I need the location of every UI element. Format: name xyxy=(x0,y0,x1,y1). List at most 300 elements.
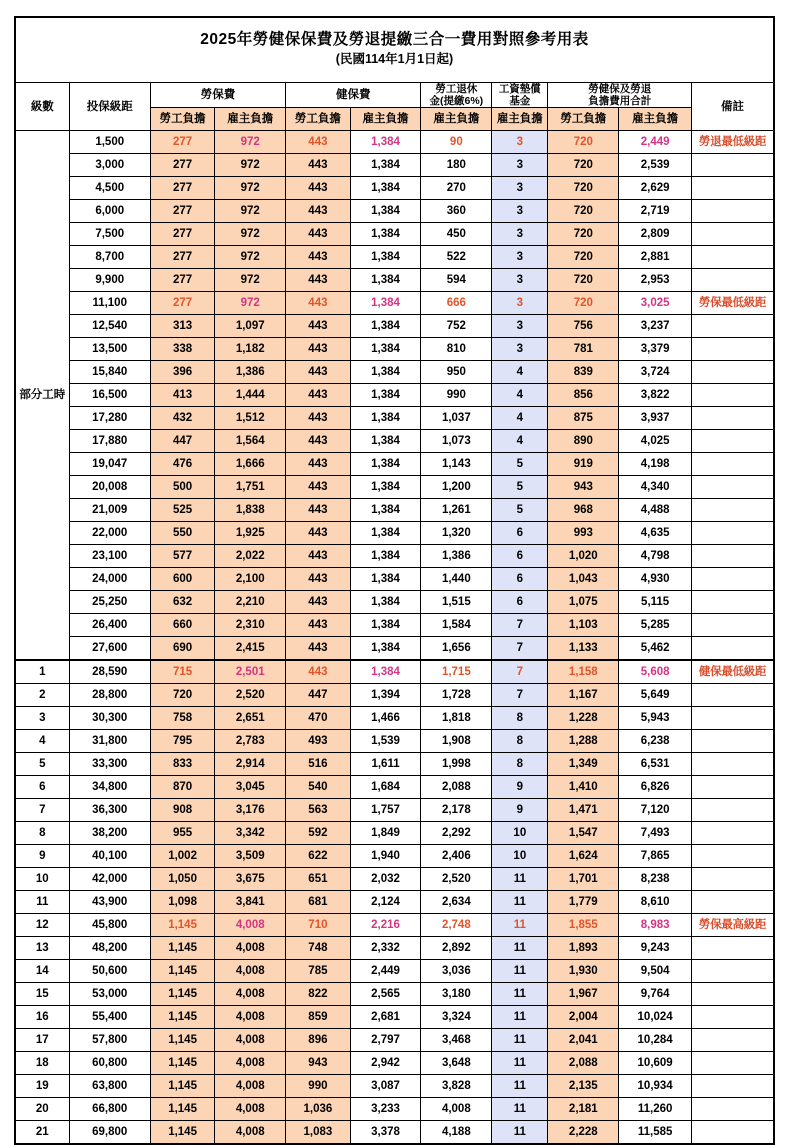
total-employer: 7,493 xyxy=(619,822,692,845)
labor-insurance-employer: 2,914 xyxy=(215,753,286,776)
salary-range-cell: 17,280 xyxy=(69,407,150,430)
labor-pension-employer: 3,648 xyxy=(421,1052,492,1075)
header-labor-pension-line2: 金(提繳6%) xyxy=(429,95,484,108)
labor-insurance-employer: 4,008 xyxy=(215,1121,286,1145)
labor-insurance-employer: 3,342 xyxy=(215,822,286,845)
salary-range-cell: 30,300 xyxy=(69,707,150,730)
total-employee: 1,701 xyxy=(548,868,619,891)
total-employer: 2,719 xyxy=(619,200,692,223)
salary-range-cell: 7,500 xyxy=(69,223,150,246)
labor-pension-employer: 1,515 xyxy=(421,591,492,614)
remark-cell: 勞退最低級距 xyxy=(692,131,774,154)
total-employee: 2,228 xyxy=(548,1121,619,1145)
health-insurance-employer: 1,384 xyxy=(350,476,421,499)
wage-fund-employer: 11 xyxy=(492,868,548,891)
health-insurance-employee: 443 xyxy=(286,223,351,246)
labor-insurance-employer: 2,022 xyxy=(215,545,286,568)
salary-range-cell: 1,500 xyxy=(69,131,150,154)
wage-fund-employer: 3 xyxy=(492,269,548,292)
labor-insurance-employer: 2,501 xyxy=(215,660,286,684)
header-combined-line2: 負擔費用合計 xyxy=(588,95,652,108)
salary-range-cell: 34,800 xyxy=(69,776,150,799)
total-employer: 2,881 xyxy=(619,246,692,269)
health-insurance-employer: 1,757 xyxy=(350,799,421,822)
table-row xyxy=(15,430,774,453)
labor-pension-employer: 1,584 xyxy=(421,614,492,637)
health-insurance-employer: 1,384 xyxy=(350,545,421,568)
health-insurance-employee: 493 xyxy=(286,730,351,753)
total-employer: 6,826 xyxy=(619,776,692,799)
total-employee: 1,893 xyxy=(548,937,619,960)
salary-range-cell: 69,800 xyxy=(69,1121,150,1145)
health-insurance-employer: 1,384 xyxy=(350,131,421,154)
labor-pension-employer: 180 xyxy=(421,154,492,177)
labor-pension-employer: 522 xyxy=(421,246,492,269)
labor-insurance-employee: 600 xyxy=(150,568,215,591)
labor-insurance-employer: 2,415 xyxy=(215,637,286,661)
health-insurance-employer: 2,332 xyxy=(350,937,421,960)
labor-insurance-employee: 1,145 xyxy=(150,1029,215,1052)
labor-insurance-employee: 1,145 xyxy=(150,1098,215,1121)
salary-range-cell: 12,540 xyxy=(69,315,150,338)
health-insurance-employee: 443 xyxy=(286,292,351,315)
labor-insurance-employer: 4,008 xyxy=(215,914,286,937)
labor-insurance-employee: 277 xyxy=(150,154,215,177)
total-employer: 4,198 xyxy=(619,453,692,476)
grade-cell: 9 xyxy=(15,845,69,868)
total-employer: 10,934 xyxy=(619,1075,692,1098)
total-employee: 1,228 xyxy=(548,707,619,730)
total-employee: 720 xyxy=(548,223,619,246)
total-employee: 2,041 xyxy=(548,1029,619,1052)
labor-insurance-employer: 1,182 xyxy=(215,338,286,361)
labor-insurance-employee: 955 xyxy=(150,822,215,845)
labor-pension-employer: 90 xyxy=(421,131,492,154)
labor-insurance-employee: 277 xyxy=(150,246,215,269)
salary-range-cell: 31,800 xyxy=(69,730,150,753)
labor-insurance-employer: 3,509 xyxy=(215,845,286,868)
total-employer: 11,260 xyxy=(619,1098,692,1121)
remark-cell xyxy=(692,591,774,614)
remark-cell xyxy=(692,891,774,914)
labor-pension-employer: 810 xyxy=(421,338,492,361)
health-insurance-employer: 1,466 xyxy=(350,707,421,730)
total-employer: 5,608 xyxy=(619,660,692,684)
health-insurance-employer: 1,384 xyxy=(350,269,421,292)
grade-cell: 21 xyxy=(15,1121,69,1145)
salary-range-cell: 15,840 xyxy=(69,361,150,384)
health-insurance-employee: 443 xyxy=(286,361,351,384)
salary-range-cell: 48,200 xyxy=(69,937,150,960)
labor-insurance-employee: 1,145 xyxy=(150,1121,215,1145)
grade-cell: 14 xyxy=(15,960,69,983)
salary-range-cell: 22,000 xyxy=(69,522,150,545)
wage-fund-employer: 11 xyxy=(492,1052,548,1075)
labor-insurance-employer: 972 xyxy=(215,223,286,246)
health-insurance-employer: 1,384 xyxy=(350,591,421,614)
labor-insurance-employee: 277 xyxy=(150,223,215,246)
header-combined xyxy=(548,83,692,108)
total-employer: 4,635 xyxy=(619,522,692,545)
salary-range-cell: 55,400 xyxy=(69,1006,150,1029)
health-insurance-employer: 1,539 xyxy=(350,730,421,753)
table-row xyxy=(15,568,774,591)
health-insurance-employee: 622 xyxy=(286,845,351,868)
grade-cell: 20 xyxy=(15,1098,69,1121)
wage-fund-employer: 4 xyxy=(492,384,548,407)
health-insurance-employee: 443 xyxy=(286,384,351,407)
labor-pension-employer: 1,715 xyxy=(421,660,492,684)
table-row xyxy=(15,684,774,707)
table-row xyxy=(15,1121,774,1145)
header-labor-pension xyxy=(421,83,492,108)
labor-insurance-employer: 972 xyxy=(215,246,286,269)
grade-cell: 1 xyxy=(15,660,69,684)
labor-insurance-employee: 1,145 xyxy=(150,1075,215,1098)
header-li-employer: 雇主負擔 xyxy=(215,108,286,131)
health-insurance-employee: 443 xyxy=(286,246,351,269)
total-employer: 4,488 xyxy=(619,499,692,522)
labor-insurance-employer: 1,386 xyxy=(215,361,286,384)
wage-fund-employer: 3 xyxy=(492,292,548,315)
table-row xyxy=(15,730,774,753)
table-row xyxy=(15,499,774,522)
grade-cell: 3 xyxy=(15,707,69,730)
remark-cell xyxy=(692,384,774,407)
health-insurance-employer: 1,384 xyxy=(350,407,421,430)
header-labor-pension-line1: 勞工退休 xyxy=(435,83,478,95)
labor-insurance-employee: 277 xyxy=(150,177,215,200)
health-insurance-employer: 2,449 xyxy=(350,960,421,983)
labor-insurance-employer: 1,751 xyxy=(215,476,286,499)
grade-cell: 2 xyxy=(15,684,69,707)
health-insurance-employer: 1,384 xyxy=(350,292,421,315)
labor-pension-employer: 450 xyxy=(421,223,492,246)
health-insurance-employee: 990 xyxy=(286,1075,351,1098)
remark-cell xyxy=(692,730,774,753)
header-remark: 備註 xyxy=(692,83,774,131)
header-total-employer: 雇主負擔 xyxy=(619,108,692,131)
salary-range-cell: 43,900 xyxy=(69,891,150,914)
remark-cell xyxy=(692,476,774,499)
health-insurance-employee: 443 xyxy=(286,315,351,338)
labor-pension-employer: 990 xyxy=(421,384,492,407)
labor-insurance-employee: 432 xyxy=(150,407,215,430)
labor-insurance-employee: 1,145 xyxy=(150,960,215,983)
salary-range-cell: 3,000 xyxy=(69,154,150,177)
health-insurance-employee: 443 xyxy=(286,476,351,499)
salary-range-cell: 24,000 xyxy=(69,568,150,591)
salary-range-cell: 63,800 xyxy=(69,1075,150,1098)
labor-insurance-employee: 1,050 xyxy=(150,868,215,891)
table-row xyxy=(15,292,774,315)
table-row xyxy=(15,338,774,361)
salary-range-cell: 9,900 xyxy=(69,269,150,292)
total-employer: 2,629 xyxy=(619,177,692,200)
remark-cell xyxy=(692,361,774,384)
salary-range-cell: 8,700 xyxy=(69,246,150,269)
health-insurance-employee: 443 xyxy=(286,131,351,154)
labor-insurance-employee: 632 xyxy=(150,591,215,614)
wage-fund-employer: 3 xyxy=(492,177,548,200)
wage-fund-employer: 3 xyxy=(492,338,548,361)
table-row xyxy=(15,1006,774,1029)
total-employer: 5,943 xyxy=(619,707,692,730)
health-insurance-employer: 1,384 xyxy=(350,223,421,246)
salary-range-cell: 57,800 xyxy=(69,1029,150,1052)
table-row xyxy=(15,937,774,960)
remark-cell xyxy=(692,407,774,430)
labor-insurance-employer: 4,008 xyxy=(215,937,286,960)
table-row xyxy=(15,246,774,269)
labor-pension-employer: 752 xyxy=(421,315,492,338)
total-employee: 1,020 xyxy=(548,545,619,568)
wage-fund-employer: 9 xyxy=(492,799,548,822)
labor-insurance-employee: 476 xyxy=(150,453,215,476)
labor-insurance-employer: 2,520 xyxy=(215,684,286,707)
remark-cell xyxy=(692,776,774,799)
table-row xyxy=(15,223,774,246)
total-employer: 6,531 xyxy=(619,753,692,776)
labor-pension-employer: 666 xyxy=(421,292,492,315)
salary-range-cell: 53,000 xyxy=(69,983,150,1006)
labor-insurance-employee: 1,098 xyxy=(150,891,215,914)
wage-fund-employer: 11 xyxy=(492,960,548,983)
total-employee: 2,181 xyxy=(548,1098,619,1121)
total-employee: 720 xyxy=(548,177,619,200)
labor-pension-employer: 2,520 xyxy=(421,868,492,891)
part-time-label: 部分工時 xyxy=(15,131,69,661)
table-row xyxy=(15,753,774,776)
wage-fund-employer: 11 xyxy=(492,937,548,960)
salary-range-cell: 33,300 xyxy=(69,753,150,776)
health-insurance-employee: 710 xyxy=(286,914,351,937)
total-employer: 8,610 xyxy=(619,891,692,914)
remark-cell xyxy=(692,568,774,591)
labor-insurance-employee: 550 xyxy=(150,522,215,545)
salary-range-cell: 26,400 xyxy=(69,614,150,637)
wage-fund-employer: 6 xyxy=(492,591,548,614)
labor-insurance-employer: 4,008 xyxy=(215,983,286,1006)
total-employee: 1,349 xyxy=(548,753,619,776)
table-row xyxy=(15,522,774,545)
remark-cell xyxy=(692,545,774,568)
remark-cell xyxy=(692,200,774,223)
total-employee: 856 xyxy=(548,384,619,407)
health-insurance-employee: 443 xyxy=(286,591,351,614)
table-row xyxy=(15,799,774,822)
table-row xyxy=(15,361,774,384)
labor-pension-employer: 3,468 xyxy=(421,1029,492,1052)
labor-pension-employer: 4,188 xyxy=(421,1121,492,1145)
total-employee: 890 xyxy=(548,430,619,453)
salary-range-cell: 60,800 xyxy=(69,1052,150,1075)
header-hi-employer: 雇主負擔 xyxy=(350,108,421,131)
labor-insurance-employee: 758 xyxy=(150,707,215,730)
remark-cell xyxy=(692,1006,774,1029)
labor-insurance-employee: 1,145 xyxy=(150,914,215,937)
total-employer: 8,238 xyxy=(619,868,692,891)
total-employer: 9,764 xyxy=(619,983,692,1006)
title-row xyxy=(15,17,774,83)
labor-insurance-employer: 1,097 xyxy=(215,315,286,338)
salary-range-cell: 66,800 xyxy=(69,1098,150,1121)
labor-insurance-employer: 4,008 xyxy=(215,1029,286,1052)
header-wage-fund-line1: 工資墊償 xyxy=(498,83,541,95)
total-employee: 1,133 xyxy=(548,637,619,661)
total-employee: 1,410 xyxy=(548,776,619,799)
total-employer: 11,585 xyxy=(619,1121,692,1145)
total-employee: 1,288 xyxy=(548,730,619,753)
labor-insurance-employee: 577 xyxy=(150,545,215,568)
remark-cell xyxy=(692,315,774,338)
header-combined-line1: 勞健保及勞退 xyxy=(588,83,652,95)
total-employer: 2,449 xyxy=(619,131,692,154)
grade-cell: 6 xyxy=(15,776,69,799)
salary-range-cell: 25,250 xyxy=(69,591,150,614)
labor-pension-employer: 1,320 xyxy=(421,522,492,545)
grade-cell: 15 xyxy=(15,983,69,1006)
salary-range-cell: 20,008 xyxy=(69,476,150,499)
labor-insurance-employee: 833 xyxy=(150,753,215,776)
wage-fund-employer: 7 xyxy=(492,614,548,637)
total-employee: 993 xyxy=(548,522,619,545)
wage-fund-employer: 4 xyxy=(492,361,548,384)
total-employer: 3,025 xyxy=(619,292,692,315)
wage-fund-employer: 10 xyxy=(492,845,548,868)
remark-cell xyxy=(692,246,774,269)
total-employer: 10,609 xyxy=(619,1052,692,1075)
total-employer: 3,822 xyxy=(619,384,692,407)
grade-cell: 5 xyxy=(15,753,69,776)
table-row xyxy=(15,384,774,407)
labor-insurance-employee: 277 xyxy=(150,200,215,223)
table-row xyxy=(15,868,774,891)
health-insurance-employer: 1,384 xyxy=(350,614,421,637)
table-row xyxy=(15,453,774,476)
salary-range-cell: 21,009 xyxy=(69,499,150,522)
header-pension-employer: 雇主負擔 xyxy=(421,108,492,131)
labor-pension-employer: 3,180 xyxy=(421,983,492,1006)
labor-insurance-employee: 715 xyxy=(150,660,215,684)
table-row xyxy=(15,476,774,499)
health-insurance-employee: 443 xyxy=(286,453,351,476)
header-labor-insurance: 勞保費 xyxy=(150,83,285,108)
health-insurance-employer: 1,384 xyxy=(350,361,421,384)
labor-pension-employer: 1,386 xyxy=(421,545,492,568)
total-employer: 2,809 xyxy=(619,223,692,246)
health-insurance-employee: 443 xyxy=(286,200,351,223)
remark-cell: 勞保最高級距 xyxy=(692,914,774,937)
total-employee: 720 xyxy=(548,154,619,177)
labor-pension-employer: 1,073 xyxy=(421,430,492,453)
labor-pension-employer: 1,143 xyxy=(421,453,492,476)
remark-cell xyxy=(692,223,774,246)
total-employer: 2,539 xyxy=(619,154,692,177)
wage-fund-employer: 6 xyxy=(492,568,548,591)
wage-fund-employer: 11 xyxy=(492,983,548,1006)
health-insurance-employer: 2,124 xyxy=(350,891,421,914)
health-insurance-employee: 443 xyxy=(286,154,351,177)
total-employee: 1,547 xyxy=(548,822,619,845)
wage-fund-employer: 3 xyxy=(492,246,548,269)
table-row xyxy=(15,131,774,154)
table-row xyxy=(15,845,774,868)
labor-insurance-employer: 2,100 xyxy=(215,568,286,591)
health-insurance-employer: 3,233 xyxy=(350,1098,421,1121)
labor-pension-employer: 2,292 xyxy=(421,822,492,845)
labor-insurance-employer: 3,045 xyxy=(215,776,286,799)
wage-fund-employer: 3 xyxy=(492,154,548,177)
header-health-insurance: 健保費 xyxy=(286,83,421,108)
labor-insurance-employee: 660 xyxy=(150,614,215,637)
grade-cell: 17 xyxy=(15,1029,69,1052)
wage-fund-employer: 7 xyxy=(492,684,548,707)
labor-insurance-employer: 972 xyxy=(215,154,286,177)
grade-cell: 18 xyxy=(15,1052,69,1075)
wage-fund-employer: 4 xyxy=(492,407,548,430)
total-employer: 2,953 xyxy=(619,269,692,292)
total-employee: 720 xyxy=(548,292,619,315)
total-employee: 1,471 xyxy=(548,799,619,822)
labor-insurance-employer: 4,008 xyxy=(215,1075,286,1098)
wage-fund-employer: 11 xyxy=(492,1121,548,1145)
grade-cell: 13 xyxy=(15,937,69,960)
health-insurance-employee: 443 xyxy=(286,338,351,361)
remark-cell xyxy=(692,753,774,776)
table-row xyxy=(15,200,774,223)
total-employer: 4,798 xyxy=(619,545,692,568)
health-insurance-employer: 2,565 xyxy=(350,983,421,1006)
table-row xyxy=(15,637,774,661)
health-insurance-employer: 1,384 xyxy=(350,637,421,661)
table-row xyxy=(15,177,774,200)
health-insurance-employer: 1,384 xyxy=(350,660,421,684)
health-insurance-employee: 443 xyxy=(286,177,351,200)
table-row xyxy=(15,269,774,292)
table-row xyxy=(15,154,774,177)
table-row xyxy=(15,914,774,937)
grade-cell: 7 xyxy=(15,799,69,822)
wage-fund-employer: 11 xyxy=(492,1075,548,1098)
total-employer: 9,504 xyxy=(619,960,692,983)
health-insurance-employee: 896 xyxy=(286,1029,351,1052)
table-row xyxy=(15,960,774,983)
total-employer: 3,724 xyxy=(619,361,692,384)
health-insurance-employer: 2,942 xyxy=(350,1052,421,1075)
wage-fund-employer: 11 xyxy=(492,914,548,937)
salary-range-cell: 11,100 xyxy=(69,292,150,315)
salary-range-cell: 23,100 xyxy=(69,545,150,568)
salary-range-cell: 19,047 xyxy=(69,453,150,476)
total-employee: 1,624 xyxy=(548,845,619,868)
health-insurance-employee: 651 xyxy=(286,868,351,891)
remark-cell xyxy=(692,430,774,453)
total-employer: 7,120 xyxy=(619,799,692,822)
salary-range-cell: 36,300 xyxy=(69,799,150,822)
labor-pension-employer: 3,324 xyxy=(421,1006,492,1029)
title-cell xyxy=(15,17,774,83)
labor-pension-employer: 1,998 xyxy=(421,753,492,776)
table-row xyxy=(15,891,774,914)
total-employee: 1,103 xyxy=(548,614,619,637)
labor-insurance-employee: 1,145 xyxy=(150,937,215,960)
health-insurance-employee: 1,083 xyxy=(286,1121,351,1145)
total-employer: 10,024 xyxy=(619,1006,692,1029)
total-employer: 10,284 xyxy=(619,1029,692,1052)
table-row xyxy=(15,1052,774,1075)
total-employer: 5,285 xyxy=(619,614,692,637)
